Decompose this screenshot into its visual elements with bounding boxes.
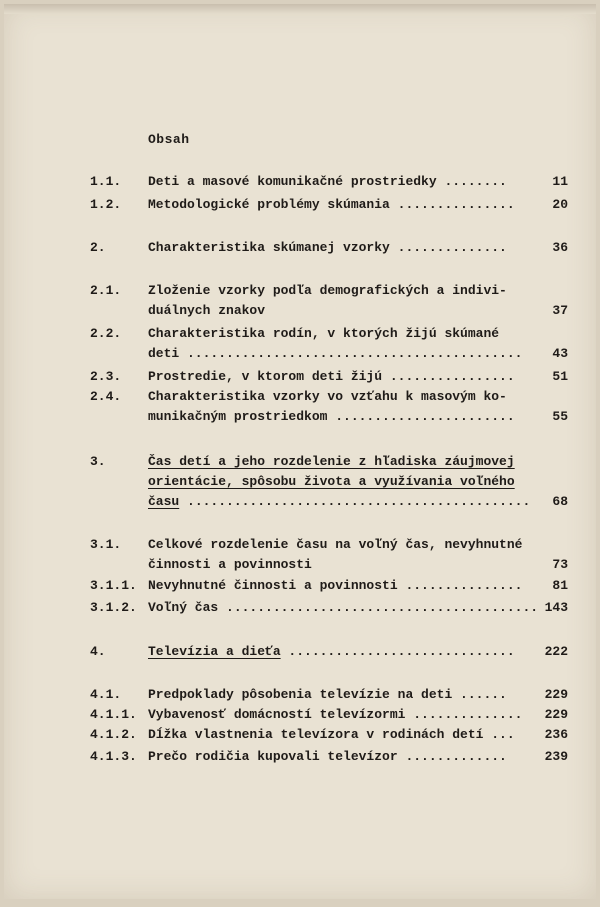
toc-entry-line	[4, 474, 596, 494]
toc-entry-number: 4.	[90, 644, 106, 659]
toc-entry-text: deti ...........................................	[148, 346, 523, 361]
toc-entry-line	[4, 749, 596, 769]
toc-entry-line	[4, 600, 596, 620]
toc-page-number: 43	[552, 346, 568, 361]
toc-entry	[4, 537, 596, 577]
toc-entry-text: Televízia a dieťa .............................	[148, 644, 515, 659]
toc-entry-number: 2.3.	[90, 369, 122, 384]
toc-entry-text: orientácie, spôsobu života a využívania voľného	[148, 474, 515, 489]
toc-entry-number: 4.1.	[90, 687, 122, 702]
toc-entry-text: duálnych znakov	[148, 303, 266, 318]
toc-entry-line	[4, 283, 596, 303]
toc-entry	[4, 197, 596, 217]
toc-entry-line	[4, 557, 596, 577]
toc-entry-number: 3.1.	[90, 537, 122, 552]
toc-entry-text: Charakteristika vzorky vo vzťahu k masovým ko-	[148, 389, 507, 404]
toc-entry-number: 1.1.	[90, 174, 122, 189]
toc-entry-number: 4.1.1.	[90, 707, 137, 722]
toc-entry-line	[4, 537, 596, 557]
toc-entry-text: Deti a masové komunikačné prostriedky ........	[148, 174, 507, 189]
toc-entry	[4, 326, 596, 366]
toc-entry-number: 3.1.2.	[90, 600, 137, 615]
toc-page-number: 73	[552, 557, 568, 572]
toc-page-number: 36	[552, 240, 568, 255]
toc-entry	[4, 240, 596, 260]
toc-entry-number: 2.4.	[90, 389, 122, 404]
toc-entry-text: Metodologické problémy skúmania ...............	[148, 197, 515, 212]
toc-entry-line	[4, 369, 596, 389]
toc-entry-line	[4, 687, 596, 707]
toc-entry-text: Prečo rodičia kupovali televízor .............	[148, 749, 507, 764]
toc-entry-line	[4, 389, 596, 409]
toc-entry	[4, 644, 596, 664]
toc-entry-line	[4, 303, 596, 323]
toc-entry-text: Celkové rozdelenie času na voľný čas, nevyhnutné	[148, 537, 523, 552]
toc-entry-text: Charakteristika skúmanej vzorky ..............	[148, 240, 507, 255]
toc-entry-text: času ............................................	[148, 494, 531, 509]
toc-entry-line	[4, 644, 596, 664]
toc-entry-number: 2.2.	[90, 326, 122, 341]
toc-page-number: 68	[552, 494, 568, 509]
toc-page-number: 236	[544, 727, 568, 742]
toc-entry-line	[4, 409, 596, 429]
toc-entry	[4, 600, 596, 620]
toc-entry-line	[4, 727, 596, 747]
toc-entry	[4, 174, 596, 194]
toc-page-number: 55	[552, 409, 568, 424]
toc-entry	[4, 578, 596, 598]
toc-entry-number: 1.2.	[90, 197, 122, 212]
toc-entry-number: 3.1.1.	[90, 578, 137, 593]
toc-page-number: 37	[552, 303, 568, 318]
toc-entry	[4, 454, 596, 514]
toc-entry-text: Voľný čas ........................................	[148, 600, 539, 615]
page-title: Obsah	[148, 132, 190, 147]
toc-entry-text: Čas detí a jeho rozdelenie z hľadiska záujmovej	[148, 454, 515, 469]
page-top-edge	[4, 4, 596, 14]
toc-entry-line	[4, 707, 596, 727]
toc-entry-number: 4.1.2.	[90, 727, 137, 742]
toc-entry-text: Predpoklady pôsobenia televízie na deti ......	[148, 687, 507, 702]
toc-page-number: 222	[544, 644, 568, 659]
toc-entry-line	[4, 240, 596, 260]
toc-entry-line	[4, 454, 596, 474]
toc-entry-line	[4, 494, 596, 514]
toc-page-number: 229	[544, 707, 568, 722]
toc-entry	[4, 283, 596, 323]
toc-entry-line	[4, 578, 596, 598]
toc-entry	[4, 727, 596, 747]
toc-entry	[4, 687, 596, 707]
toc-entry-text: Charakteristika rodín, v ktorých žijú skúmané	[148, 326, 500, 341]
toc-entry-text: Zloženie vzorky podľa demografických a indivi-	[148, 283, 507, 298]
toc-entry	[4, 707, 596, 727]
toc-entry	[4, 749, 596, 769]
toc-page-number: 143	[544, 600, 568, 615]
toc-entry-number: 2.1.	[90, 283, 122, 298]
toc-entry-line	[4, 326, 596, 346]
toc-entry-line	[4, 346, 596, 366]
document-page	[4, 4, 596, 899]
toc-entry	[4, 369, 596, 389]
toc-entry	[4, 389, 596, 429]
toc-page-number: 81	[552, 578, 568, 593]
toc-page-number: 229	[544, 687, 568, 702]
toc-entry-text: Nevyhnutné činnosti a povinnosti ...............	[148, 578, 523, 593]
toc-entry-number: 4.1.3.	[90, 749, 137, 764]
toc-entry-line	[4, 197, 596, 217]
toc-entry-text: Prostredie, v ktorom deti žijú ................	[148, 369, 515, 384]
toc-page-number: 11	[552, 174, 568, 189]
toc-page-number: 20	[552, 197, 568, 212]
toc-entry-line	[4, 174, 596, 194]
toc-page-number: 51	[552, 369, 568, 384]
toc-entry-text: munikačným prostriedkom .......................	[148, 409, 515, 424]
toc-page-number: 239	[544, 749, 568, 764]
toc-entry-number: 3.	[90, 454, 106, 469]
toc-entry-text: Vybavenosť domácností televízormi ..............	[148, 707, 523, 722]
toc-entry-text: Dĺžka vlastnenia televízora v rodinách detí ...	[148, 727, 515, 742]
toc-entry-text: činnosti a povinnosti	[148, 557, 312, 572]
toc-entry-number: 2.	[90, 240, 106, 255]
